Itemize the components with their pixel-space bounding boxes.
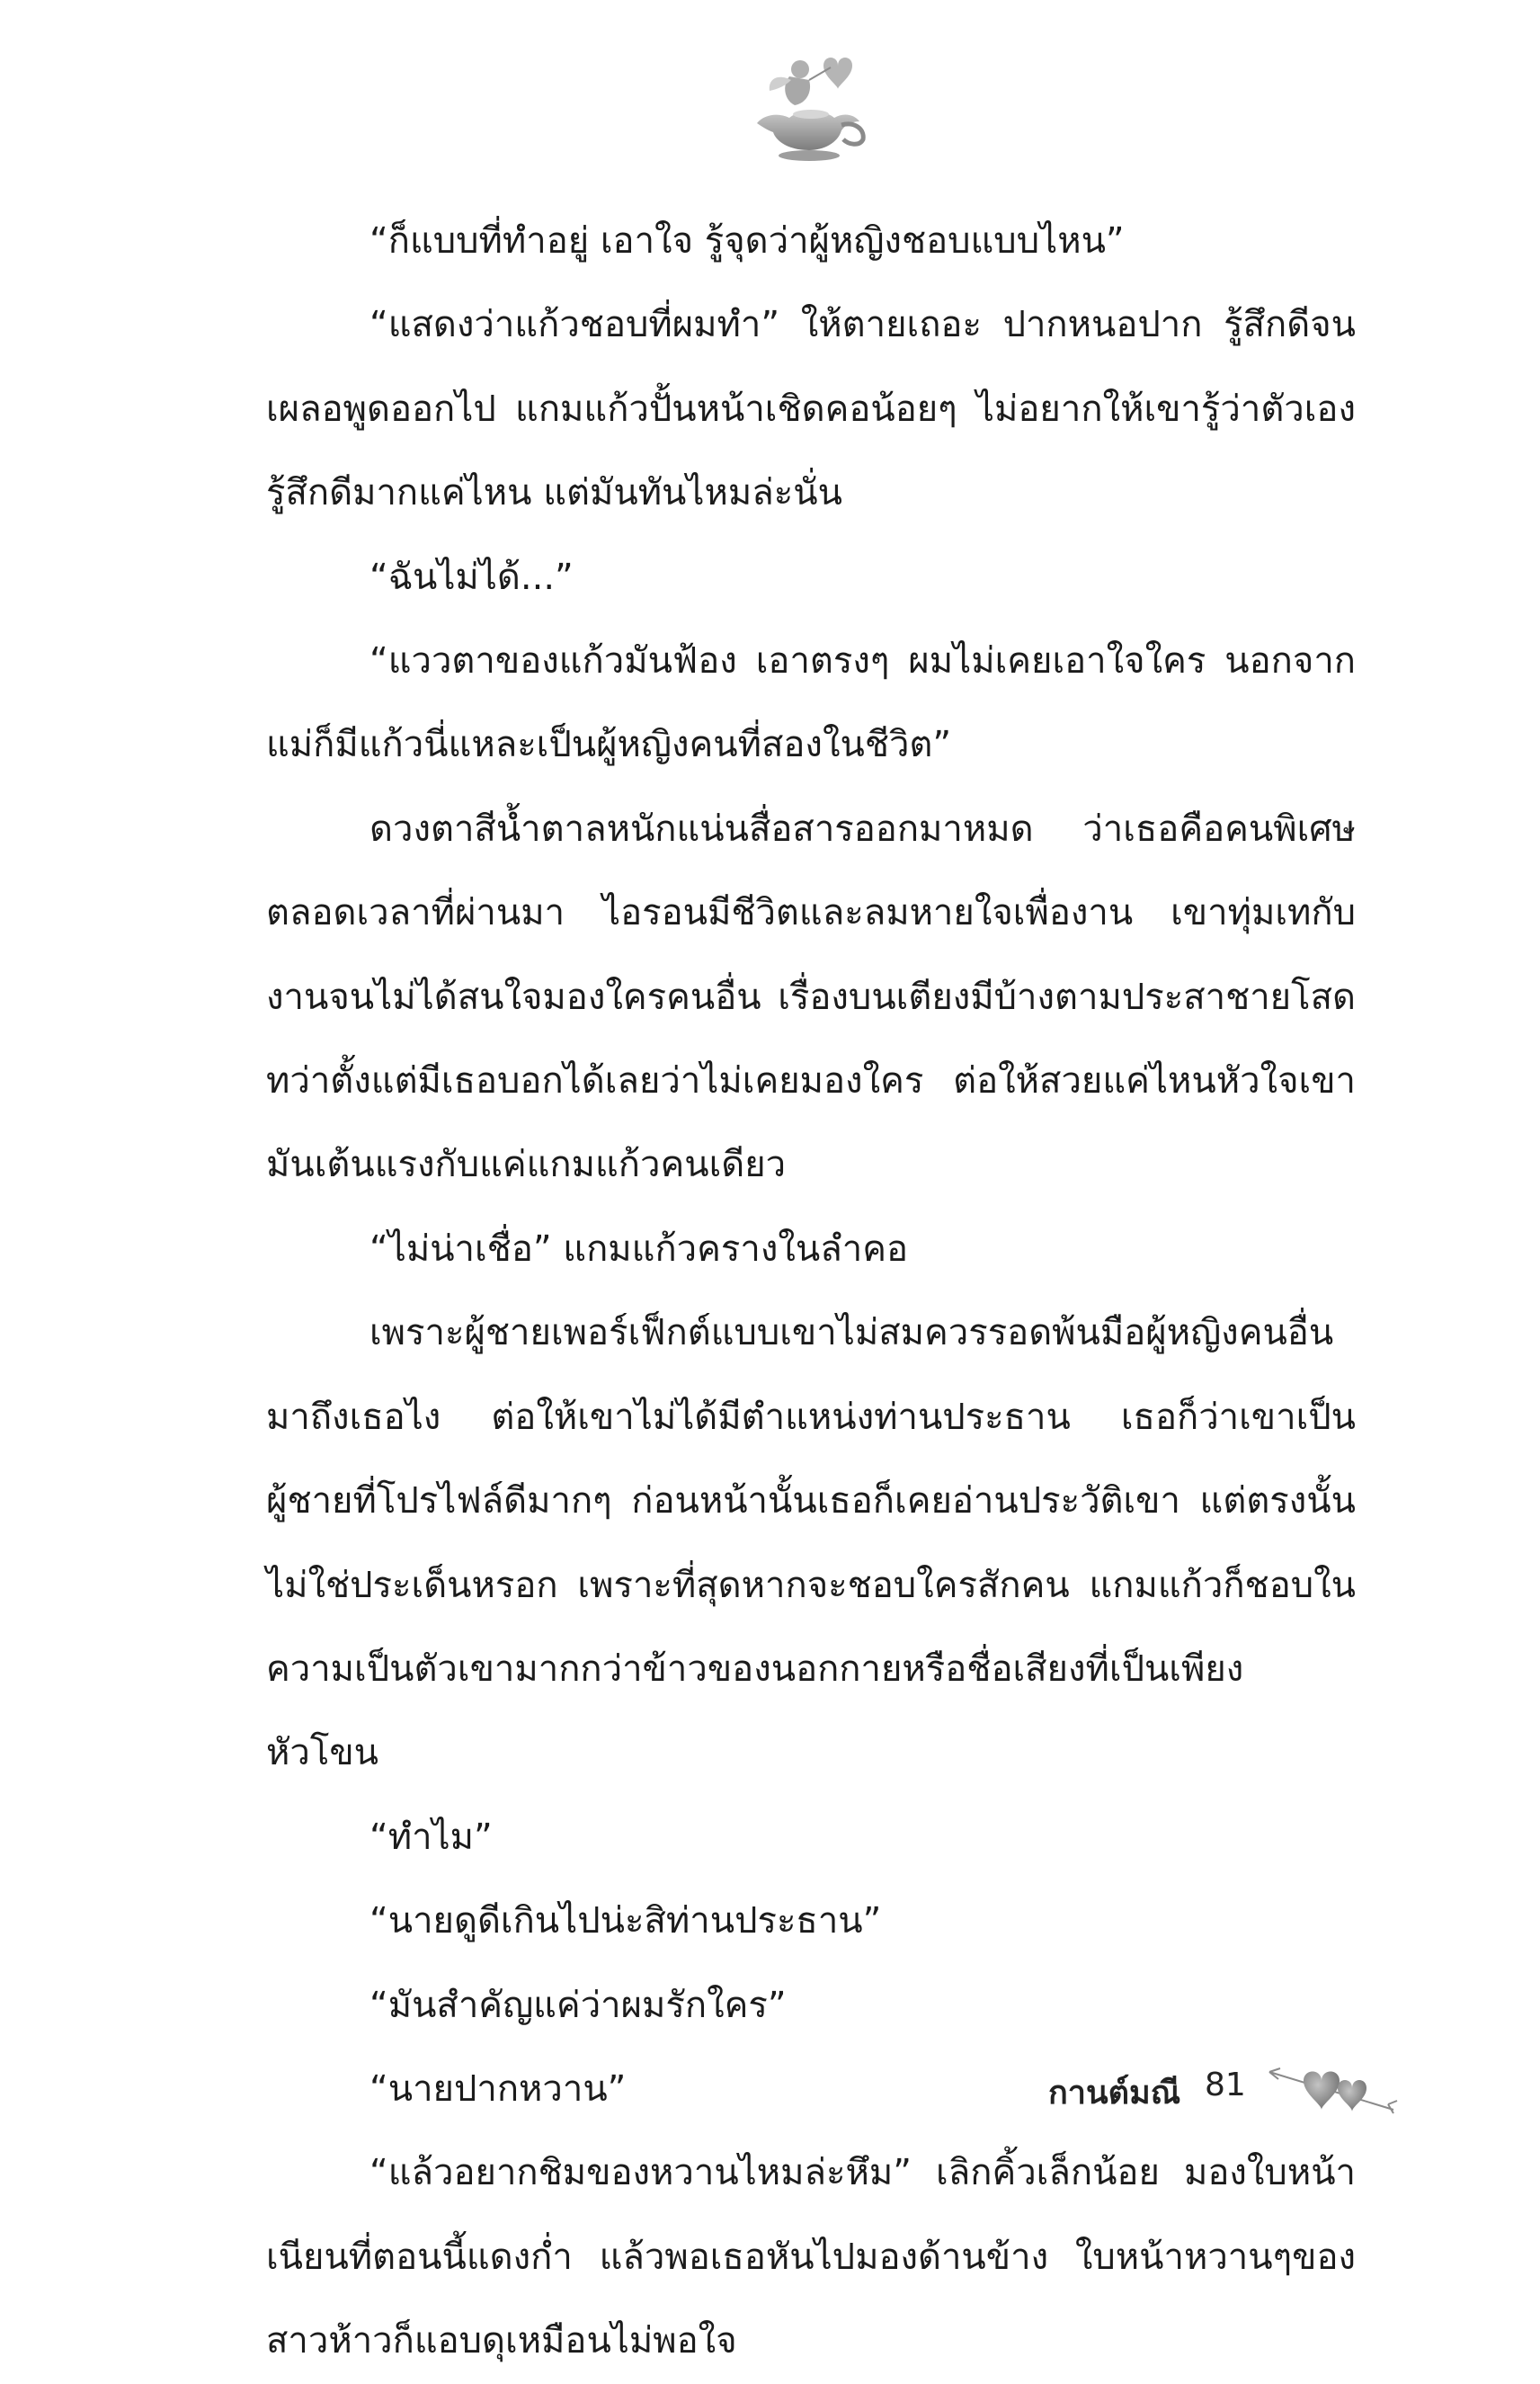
paragraph: “แล้วอยากชิมของหวานไหมล่ะหึม” เลิกคิ้วเล็กน้อย มองใบหน้าเนียนที่ตอนนี้แดงก่ำ แล้วพอเธอหันไปมองด้านข้าง ใบหน้าหวานๆของสาวห้าวก็แอบดุเหมือนไม่พอใจ	[266, 2152, 1356, 2362]
paragraph: “แสดงว่าแก้วชอบที่ผมทำ” ให้ตายเถอะ ปากหนอปาก รู้สึกดีจนเผลอพูดออกไป แกมแก้วปั้นหน้าเชิดคอน้อยๆ ไม่อยากให้เขารู้ว่าตัวเองรู้สึกดีมากแค่ไหน แต่มันทันไหมล่ะนั่น	[266, 304, 1356, 514]
page-number: 81	[1205, 2067, 1246, 2103]
body-text	[266, 200, 1356, 2384]
cupid-teapot-icon	[737, 49, 881, 166]
paragraph: “มันสำคัญแค่ว่าผมรักใคร”	[369, 1984, 787, 2026]
book-title: กานต์มณี	[1048, 2075, 1181, 2112]
paragraph: “ไม่น่าเชื่อ” แกมแก้วครางในลำคอ	[369, 1228, 908, 1270]
paragraph: “นายดูดีเกินไปน่ะสิท่านประธาน”	[369, 1900, 882, 1942]
hearts-arrow-icon	[1268, 2059, 1402, 2122]
page-footer	[1034, 2059, 1411, 2122]
paragraph: “แววตาของแก้วมันฟ้อง เอาตรงๆ ผมไม่เคยเอาใจใคร นอกจากแม่ก็มีแก้วนี่แหละเป็นผู้หญิงคนที่สองในชีวิต”	[266, 640, 1356, 766]
paragraph: “ก็แบบที่ทำอยู่ เอาใจ รู้จุดว่าผู้หญิงชอบแบบไหน”	[369, 220, 1125, 262]
paragraph: “ฉันไม่ได้...”	[369, 556, 574, 598]
paragraph: “นายปากหวาน”	[369, 2067, 627, 2110]
paragraph: เพราะผู้ชายเพอร์เฟ็กต์แบบเขาไม่สมควรรอดพ้นมือผู้หญิงคนอื่นมาถึงเธอไง ต่อให้เขาไม่ได้มีตำแหน่งท่านประธาน เธอก็ว่าเขาเป็นผู้ชายที่โปรไฟล์ดีมากๆ ก่อนหน้านั้นเธอก็เคยอ่านประวัติเขา แต่ตรงนั้นไม่ใช่ประเด็นหรอก เพราะที่สุดหากจะชอบใครสักคน แกมแก้วก็ชอบในความเป็นตัวเขามากกว่าข้าวของนอกกายหรือชื่อเสียงที่เป็นเพียงหัวโขน	[266, 1312, 1356, 1774]
paragraph: “ทำไม”	[369, 1816, 493, 1858]
paragraph: ดวงตาสีน้ำตาลหนักแน่นสื่อสารออกมาหมด ว่าเธอคือคนพิเศษตลอดเวลาที่ผ่านมา ไอรอนมีชีวิตและลมหายใจเพื่องาน เขาทุ่มเทกับงานจนไม่ได้สนใจมองใครคนอื่น เรื่องบนเตียงมีบ้างตามประสาชายโสด ทว่าตั้งแต่มีเธอบอกได้เลยว่าไม่เคยมองใคร ต่อให้สวยแค่ไหนหัวใจเขามันเต้นแรงกับแค่แกมแก้วคนเดียว	[266, 808, 1356, 1186]
